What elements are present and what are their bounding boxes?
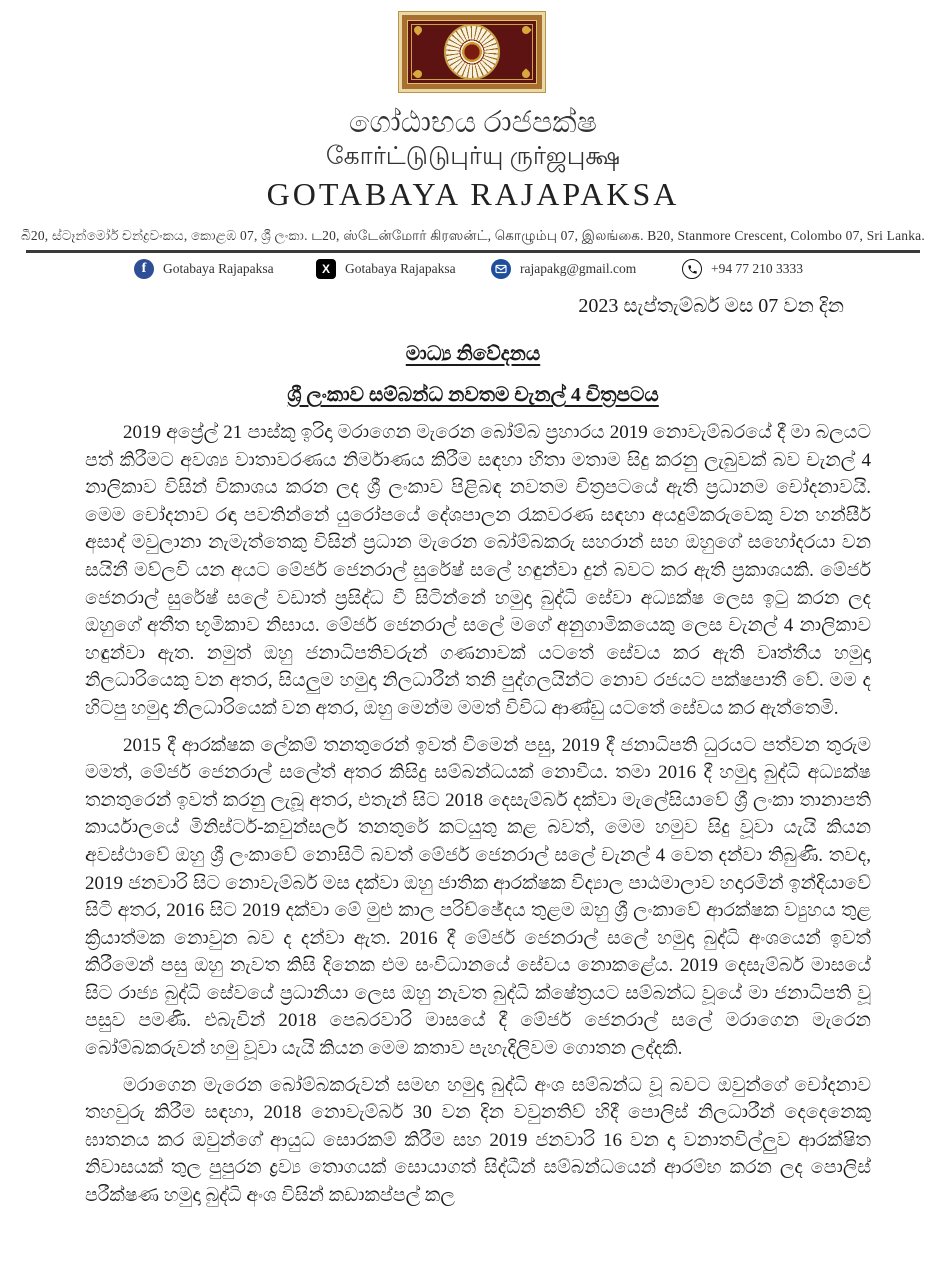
- email-contact[interactable]: [491, 259, 636, 279]
- phone-label: +94 77 210 3333: [711, 261, 803, 276]
- phone-contact[interactable]: [682, 259, 803, 279]
- heading-media-release: මාධ්‍ය නිවේදනය: [405, 343, 541, 365]
- name-english: GOTABAYA RAJAPAKSA: [266, 176, 680, 212]
- facebook-label: Gotabaya Rajapaksa: [163, 261, 274, 276]
- x-icon: X: [316, 259, 336, 279]
- address-line: බී20, ස්ටෑන්මෝර් චන්ද්‍රවංකය, කොළඹ 07, ශ්‍රී ලංකා. ட20, ஸ்டேன்மோர் கிரஸன்ட், கொழும்பு 07, இலங்கை. B20, Stanmore Crescent, Colombo 07, Sri Lanka.: [21, 228, 925, 243]
- name-tamil: கோர்ட்டுடுபுர்யு ருர்ஜபுக்ஷ: [325, 143, 621, 170]
- paragraph-3: මරාගෙන මැරෙන බෝම්බකරුවන් සමඟ හමුදා බුද්ධි අංශ සම්බන්ධ වූ බවට ඔවුන්ගේ චෝදනාව තහවුරු කිරීම සඳහා, 2018 නොවැම්බර් 30 වන දින වවුනතිව් හිදී පොලිස් නිලධාරීන් දෙදෙනෙකු ඝාතනය කර ඔවුන්ගේ ආයුධ සොරකම් කිරීම සහ 2019 ජනවාරි 16 වන දා වනාතවිල්ලුව ආරක්ෂිත නිවාසයක් තුල පුපුරන ද්‍රව්‍ය තොගයක් සොයාගත් සිද්ධීන් සම්බන්ධයෙන් ආරම්භ කරන ලද පොලිස් පරීක්ෂණ හමුදා බුද්ධි අංශ විසින් කඩාකප්පල් කල: [85, 1074, 871, 1207]
- letter-body: [85, 419, 871, 1219]
- paragraph-2: 2015 දී ආරක්ෂක ලේකම් තනතුරෙන් ඉවත් වීමෙන් පසු, 2019 දී ජනාධිපති ධුරයට පත්වන තුරුම මමත්, මේජර් ජෙනරාල් සලේත් අතර කිසිදු සම්බන්ධයක් නොවීය. තමා 2016 දී හමුදා බුද්ධි අධ්‍යක්ෂ තනතුරෙන් ඉවත් කරනු ලැබූ අතර, එතැන් සිට 2018 දෙසැම්බර් දක්වා මැලේසියාවේ ශ්‍රී ලංකා තානාපති කාර්යාලයේ මිනිස්ටර්-කවුන්සලර් තනතුරේ කටයුතු කළ බවත්, මෙම හමුව සිදු වූවා යැයි කියන අවස්ථාවේ ඔහු ශ්‍රී ලංකාවේ නොසිටි බවත් මේජර් ජෙනරාල් සලේ චැනල් 4 වෙත දන්වා තිබුණි. තවද, 2019 ජනවාරි සිට නොවැම්බර් මස දක්වා ඔහු ජාතික ආරක්ෂක විද්‍යාල පාඨමාලාව හදාරමින් ඉන්දියාවේ සිටි අතර, 2016 සිට 2019 දක්වා මේ මුළු කාල පරිච්ඡේදය තුළම ඔහු ශ්‍රී ලංකාවේ ආරක්ෂක ව්‍යුහය තුළ ක්‍රියාත්මක නොවුන බව ද දන්වා ඇත. 2016 දී මේජර් ජෙනරාල් සලේ හමුදා බුද්ධි අංශයෙන් ඉවත් කිරීමෙන් පසු ඔහු නැවත කිසි දිනෙක එම සංවිධානයේ සේවය නොකළේය. 2019 දෙසැම්බර් මාසයේ සිට රාජ්‍ය බුද්ධි සේවයේ ප්‍රධානියා ලෙස ඔහු නැවත බුද්ධි ක්ෂේත්‍රයට සම්බන්ධ වූයේ මා ජනාධිපති වූ පසුව පමණි. එබැවින් 2018 පෙබරවාරි මාසයේ දී මේජර් ජෙනරාල් සලේ මරාගෙන මැරෙන බෝම්බකරුවන් හමු වූවා යැයි කියන මෙම කතාව පැහැදිලිවම ගොතන ලද්දකි.: [85, 734, 871, 1060]
- presidential-flag-logo: [399, 12, 545, 92]
- email-label: rajapakg@gmail.com: [520, 261, 637, 276]
- paragraph-1: 2019 අප්‍රේල් 21 පාස්කු ඉරිදා මරාගෙන මැරෙන බෝම්බ ප්‍රහාරය 2019 නොවැම්බරයේ දී මා බලයට පත් කිරීමට අවශ්‍ය වාතාවරණය නිර්මාණය කිරීම සඳහා හිතා මතාම සිදු කරනු ලැබුවක් බව චැනල් 4 නාලිකාව විසින් විකාශය කරන ලද ශ්‍රී ලංකාව පිළිබඳ නවතම චිත්‍රපටයේ ඇති ප්‍රධානම චෝදනාවයි. මෙම චෝදනාව රඳා පවතින්නේ යුරෝපයේ දේශපාලන රැකවරණ සඳහා අයදුම්කරුවෙකු වන හන්සීර් අසාද් මවුලානා නැමැත්තෙකු විසින් ප්‍රධාන මැරෙන බෝම්බකරු සහරාන් සහ ඔහුගේ සහෝදරයා වන සයිනී මව්ලවි යන අයට මේජර් ජෙනරාල් සුරේෂ් සලේ හඳුන්වා දුන් බවට කර ඇති ප්‍රකාශයකි. මේජර් ජෙනරාල් සුරේෂ් සලේ වඩාත් ප්‍රසිද්ධ වී සිටින්නේ හමුදා බුද්ධි සේවා අධ්‍යක්ෂ ලෙස ඉටු කරන ලද ඔහුගේ අතීත භූමිකාව නිසාය. මේජර් ජෙනරාල් සලේ මගේ අනුගාමිකයෙකු ලෙස චැනල් 4 නාලිකාව හඳුන්වා ඇත. නමුත් ඔහු ජනාධිපතිවරුන් ගණනාවක් යටතේ සේවය කර ඇති වෘත්තීය හමුදා නිලධාරියෙකු වන අතර, සියලුම හමුදා නිලධාරීන් තනි පුද්ගලයින්ට නොව රජයට පක්ෂපාතී වේ. මම ද හිටපු හමුදා නිලධාරියෙක් වන අතර, ඔහු මෙන්ම මමත් විවිධ ආණ්ඩු යටතේ සේවය කර ඇත්තෙමි.: [85, 422, 871, 719]
- facebook-contact[interactable]: [134, 259, 274, 279]
- name-sinhala: ගෝඨාභය රාජපක්ෂ: [349, 106, 597, 139]
- mail-icon: [491, 259, 511, 279]
- date-line: 2023 සැප්තැම්බර් මස 07 වන දින: [578, 295, 844, 317]
- header-divider: [26, 250, 920, 253]
- heading-film-subject: ශ්‍රී ලංකාව සම්බන්ධ නවතම චැනල් 4 චිත්‍රපටය: [287, 384, 659, 406]
- phone-icon: [682, 259, 702, 279]
- facebook-icon: f: [134, 259, 154, 279]
- dharmachakra-emblem-icon: [444, 24, 500, 80]
- x-contact[interactable]: [316, 259, 456, 279]
- x-label: Gotabaya Rajapaksa: [345, 261, 456, 276]
